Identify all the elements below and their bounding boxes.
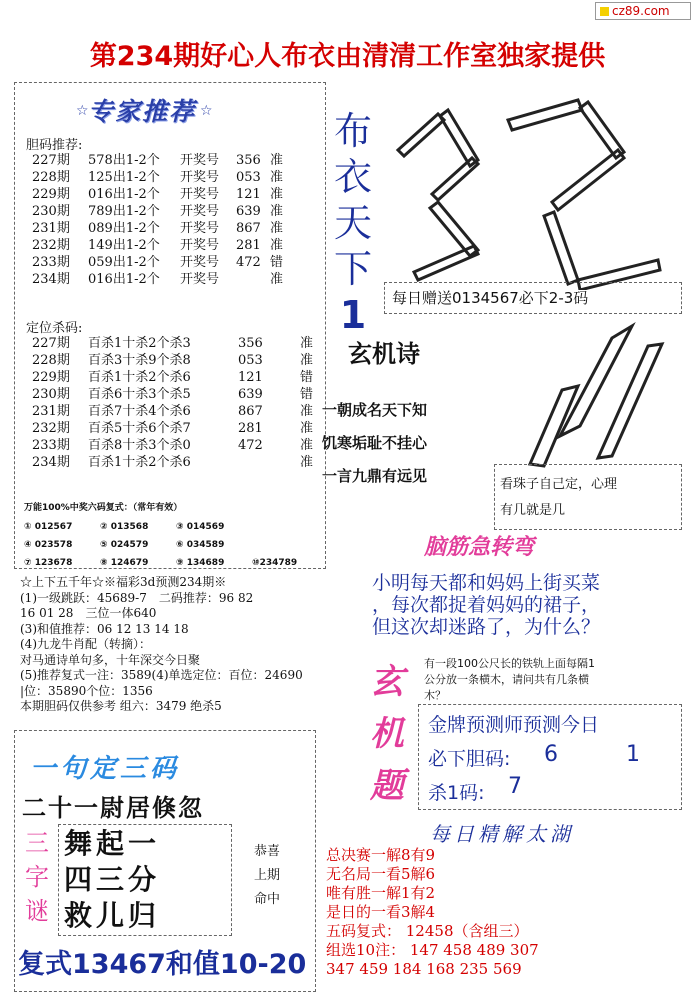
dan-num: 281	[236, 238, 261, 253]
buyi-char: 下	[333, 247, 372, 291]
brain-heading: 脑筋急转弯	[424, 535, 535, 560]
kill-row	[32, 369, 320, 386]
kill-period: 230期	[32, 387, 70, 402]
clip-graphic	[378, 80, 678, 290]
combo-item: ④ 023578	[24, 540, 73, 550]
riddle-note-line: 恭喜	[254, 844, 281, 859]
dan-num: 121	[236, 187, 261, 202]
gold-dan-b: 1	[626, 742, 640, 767]
dan-period: 232期	[32, 238, 70, 253]
buyi-column	[330, 108, 380, 338]
mid-line: (3)和值推荐：06 12 13 14 18	[20, 621, 189, 636]
dan-row	[32, 254, 290, 271]
dan-desc: 089出1-2个	[88, 221, 160, 236]
kill-res: 准	[300, 438, 314, 453]
dan-row	[32, 152, 290, 169]
poem-line: 一言九鼎有远见	[322, 467, 428, 485]
kill-row	[32, 352, 320, 369]
kill-period: 233期	[32, 438, 70, 453]
kill-row	[32, 386, 320, 403]
xuanji-char: 题	[370, 766, 404, 806]
bead-note-line: 看珠子自己定，心理	[500, 477, 618, 492]
logo-square-icon	[600, 7, 609, 16]
gold-kill-num: 7	[508, 774, 522, 799]
dan-period: 229期	[32, 187, 70, 202]
xuanji-q-line: 公分放一条横木，请问共有几条横	[424, 673, 589, 686]
riddle-answer-line: 救儿归	[64, 899, 161, 932]
dan-num: 639	[236, 204, 261, 219]
taihu-line: 347 459 184 168 235 569	[326, 960, 522, 978]
kill-row	[32, 403, 320, 420]
kill-res: 错	[300, 387, 314, 402]
poem-line: 饥寒垢耻不挂心	[322, 434, 428, 452]
kill-num: 281	[238, 421, 263, 436]
combo-item: ① 012567	[24, 522, 73, 532]
dan-desc: 149出1-2个	[88, 238, 160, 253]
dan-kj: 开奖号	[180, 204, 220, 219]
poem-line: 一朝成名天下知	[322, 401, 428, 419]
combo-row	[24, 518, 328, 536]
combo-item: ⑥ 034589	[176, 540, 225, 550]
dan-num: 356	[236, 153, 261, 168]
mid-line: (5)推荐复式一注：3589(4)单选定位：百位：24690	[20, 668, 303, 682]
dan-period: 227期	[32, 153, 70, 168]
kill-num: 356	[238, 336, 263, 351]
dan-res: 准	[270, 187, 284, 202]
kill-row	[32, 454, 320, 471]
combo-item: ② 013568	[100, 522, 149, 532]
dan-row	[32, 203, 290, 220]
dan-kj: 开奖号	[180, 272, 220, 287]
kill-period: 232期	[32, 421, 70, 436]
combo-item: ⑧ 124679	[100, 558, 149, 568]
dan-table	[32, 152, 290, 288]
gold-title: 金牌预测师预测今日	[428, 714, 600, 736]
xuanji-column	[370, 656, 404, 812]
riddle-side	[20, 826, 54, 928]
dan-desc: 125出1-2个	[88, 170, 160, 185]
taihu-line: 五码复式： 12458（含组三）	[326, 922, 529, 940]
mid-line: 16 01 28 三位一体640	[20, 606, 157, 620]
kill-period: 229期	[32, 370, 70, 385]
dan-row	[32, 186, 290, 203]
bead-note-line: 有几就是几	[500, 503, 566, 518]
dan-kj: 开奖号	[180, 238, 220, 253]
kill-period: 234期	[32, 455, 70, 470]
dan-res: 准	[270, 272, 284, 287]
mid-block	[20, 575, 303, 715]
taihu-heading: 每日精解太湖	[430, 822, 574, 846]
gold-dan-a: 6	[544, 742, 558, 767]
buyi-char: 布	[333, 109, 372, 153]
combo-row	[24, 554, 328, 572]
kill-desc: 百杀1十杀2个杀6	[88, 455, 191, 470]
page-title: 第234期好心人布衣由清清工作室独家提供	[89, 41, 606, 72]
combo-title: 万能100%中奖六码复式：（常年有效）	[24, 503, 183, 513]
dan-kj: 开奖号	[180, 153, 220, 168]
kill-label: 定位杀码:	[26, 321, 83, 336]
dan-row	[32, 271, 290, 288]
taihu-line: 总决赛一解8有9	[326, 846, 436, 864]
riddle-note	[254, 840, 280, 912]
taihu-line: 唯有胜一解1有2	[326, 884, 436, 902]
dan-row	[32, 169, 290, 186]
kill-desc: 百杀7十杀4个杀6	[88, 404, 191, 419]
kill-table	[32, 335, 320, 471]
daily-gift: 每日赠送0134567必下2-3码	[392, 289, 589, 307]
dan-period: 234期	[32, 272, 70, 287]
taihu-line: 组选10注： 147 458 489 307	[326, 941, 539, 959]
dan-res: 准	[270, 153, 284, 168]
kill-desc: 百杀1十杀2个杀6	[88, 370, 191, 385]
dan-kj: 开奖号	[180, 255, 220, 270]
kill-num: 867	[238, 404, 263, 419]
kill-num: 053	[238, 353, 263, 368]
riddle-side-char: 字	[25, 863, 49, 891]
dan-desc: 059出1-2个	[88, 255, 160, 270]
riddle-side-char: 谜	[25, 897, 49, 925]
mid-line: 本期胆码仅供参考 组六：3479 绝杀5	[20, 699, 222, 713]
kill-row	[32, 335, 320, 352]
combo-item: ⑨ 134689	[176, 558, 225, 568]
riddle-side-char: 三	[25, 829, 49, 857]
dan-period: 228期	[32, 170, 70, 185]
brain-line: 但这次却迷路了，为什么？	[372, 616, 601, 638]
dan-num: 472	[236, 255, 261, 270]
expert-heading: 专家推荐	[88, 97, 197, 126]
kill-desc: 百杀8十杀3个杀0	[88, 438, 191, 453]
dan-kj: 开奖号	[180, 187, 220, 202]
dan-period: 230期	[32, 204, 70, 219]
taihu-line: 是日的一看3解4	[326, 903, 436, 921]
dan-num: 053	[236, 170, 261, 185]
kill-desc: 百杀5十杀6个杀7	[88, 421, 191, 436]
buyi-char: 衣	[333, 155, 372, 199]
kill-desc: 百杀3十杀9个杀8	[88, 353, 191, 368]
star-icon	[74, 100, 94, 120]
dan-res: 准	[270, 170, 284, 185]
combo-item: ③ 014569	[176, 522, 225, 532]
xuanji-q-line: 木？	[424, 689, 446, 702]
dan-row	[32, 220, 290, 237]
riddle-note-line: 上期	[254, 868, 281, 883]
riddle-heading: 一句定三码	[30, 754, 181, 784]
riddle-line: 二十一尉居倏忽	[22, 794, 204, 822]
taihu-line: 无名局一看5解6	[326, 865, 436, 883]
combo-list	[24, 518, 328, 572]
mid-line: (4)九龙牛肖配（转摘）：	[20, 637, 151, 651]
kill-desc: 百杀6十杀3个杀5	[88, 387, 191, 402]
mid-line: 对马通诗单句多，十年深交今日聚	[20, 652, 201, 667]
dan-desc: 578出1-2个	[88, 153, 160, 168]
kill-row	[32, 437, 320, 454]
dan-num: 867	[236, 221, 261, 236]
dan-desc: 789出1-2个	[88, 204, 160, 219]
brain-text	[372, 572, 600, 638]
dan-res: 准	[270, 238, 284, 253]
svg-text:☆: ☆	[76, 103, 89, 119]
kill-row	[32, 420, 320, 437]
buyi-number: 1	[339, 293, 367, 337]
buyi-char: 天	[333, 201, 372, 245]
dan-kj: 开奖号	[180, 221, 220, 236]
xuanji-q-line: 有一段100公尺长的铁轨上面每隔1	[424, 657, 595, 670]
star-icon-right	[198, 100, 218, 120]
combo-row	[24, 536, 328, 554]
bead-note-box	[494, 464, 682, 530]
dan-kj: 开奖号	[180, 170, 220, 185]
kill-res: 准	[300, 336, 314, 351]
dan-label: 胆码推荐:	[26, 138, 83, 153]
combo-item: ⑦ 123678	[24, 558, 73, 568]
combo-item: ⑤ 024579	[100, 540, 149, 550]
watermark-badge	[595, 2, 691, 20]
combo-item: ⑩234789	[252, 558, 298, 568]
dan-desc: 016出1-2个	[88, 187, 160, 202]
dan-res: 准	[270, 204, 284, 219]
taihu-lines	[326, 846, 539, 979]
kill-num: 639	[238, 387, 263, 402]
dan-res: 错	[270, 255, 284, 270]
riddle-answer	[64, 826, 160, 934]
dan-desc: 016出1-2个	[88, 272, 160, 287]
gold-dan-label: 必下胆码:	[428, 748, 511, 770]
xuanji-char: 机	[370, 714, 404, 754]
xuanji-question	[424, 656, 595, 704]
svg-text:☆: ☆	[200, 103, 213, 119]
kill-res: 错	[300, 370, 314, 385]
riddle-answer-line: 四三分	[64, 863, 161, 896]
kill-num: 472	[238, 438, 263, 453]
kill-res: 准	[300, 353, 314, 368]
kill-res: 准	[300, 455, 314, 470]
riddle-fushi: 复式13467和值10-20	[18, 949, 307, 980]
gold-kill-label: 杀1码:	[428, 782, 485, 804]
dan-row	[32, 237, 290, 254]
kill-num: 121	[238, 370, 263, 385]
kill-desc: 百杀1十杀2个杀3	[88, 336, 191, 351]
mid-line: (1)一级跳跃：45689-7 二码推荐：96 82	[20, 590, 254, 605]
dan-period: 233期	[32, 255, 70, 270]
dan-res: 准	[270, 221, 284, 236]
kill-period: 231期	[32, 404, 70, 419]
poem-lines	[322, 394, 427, 493]
brain-line: ，每次都捉着妈妈的裙子，	[372, 594, 601, 616]
kill-res: 准	[300, 404, 314, 419]
xuanji-char: 玄	[370, 662, 404, 702]
kill-period: 227期	[32, 336, 70, 351]
watermark-text: cz89.com	[612, 4, 670, 18]
mid-line: ☆上下五千年☆※福彩3d预测234期※	[20, 575, 227, 589]
dan-period: 231期	[32, 221, 70, 236]
poem-title: 玄机诗	[348, 340, 420, 368]
riddle-note-line: 命中	[254, 892, 281, 907]
beads-graphic	[520, 316, 680, 476]
riddle-answer-line: 舞起一	[64, 827, 161, 860]
brain-line: 小明每天都和妈妈上街买菜	[372, 572, 601, 594]
kill-period: 228期	[32, 353, 70, 368]
mid-line: |位：35890个位：1356	[20, 683, 153, 698]
kill-res: 准	[300, 421, 314, 436]
